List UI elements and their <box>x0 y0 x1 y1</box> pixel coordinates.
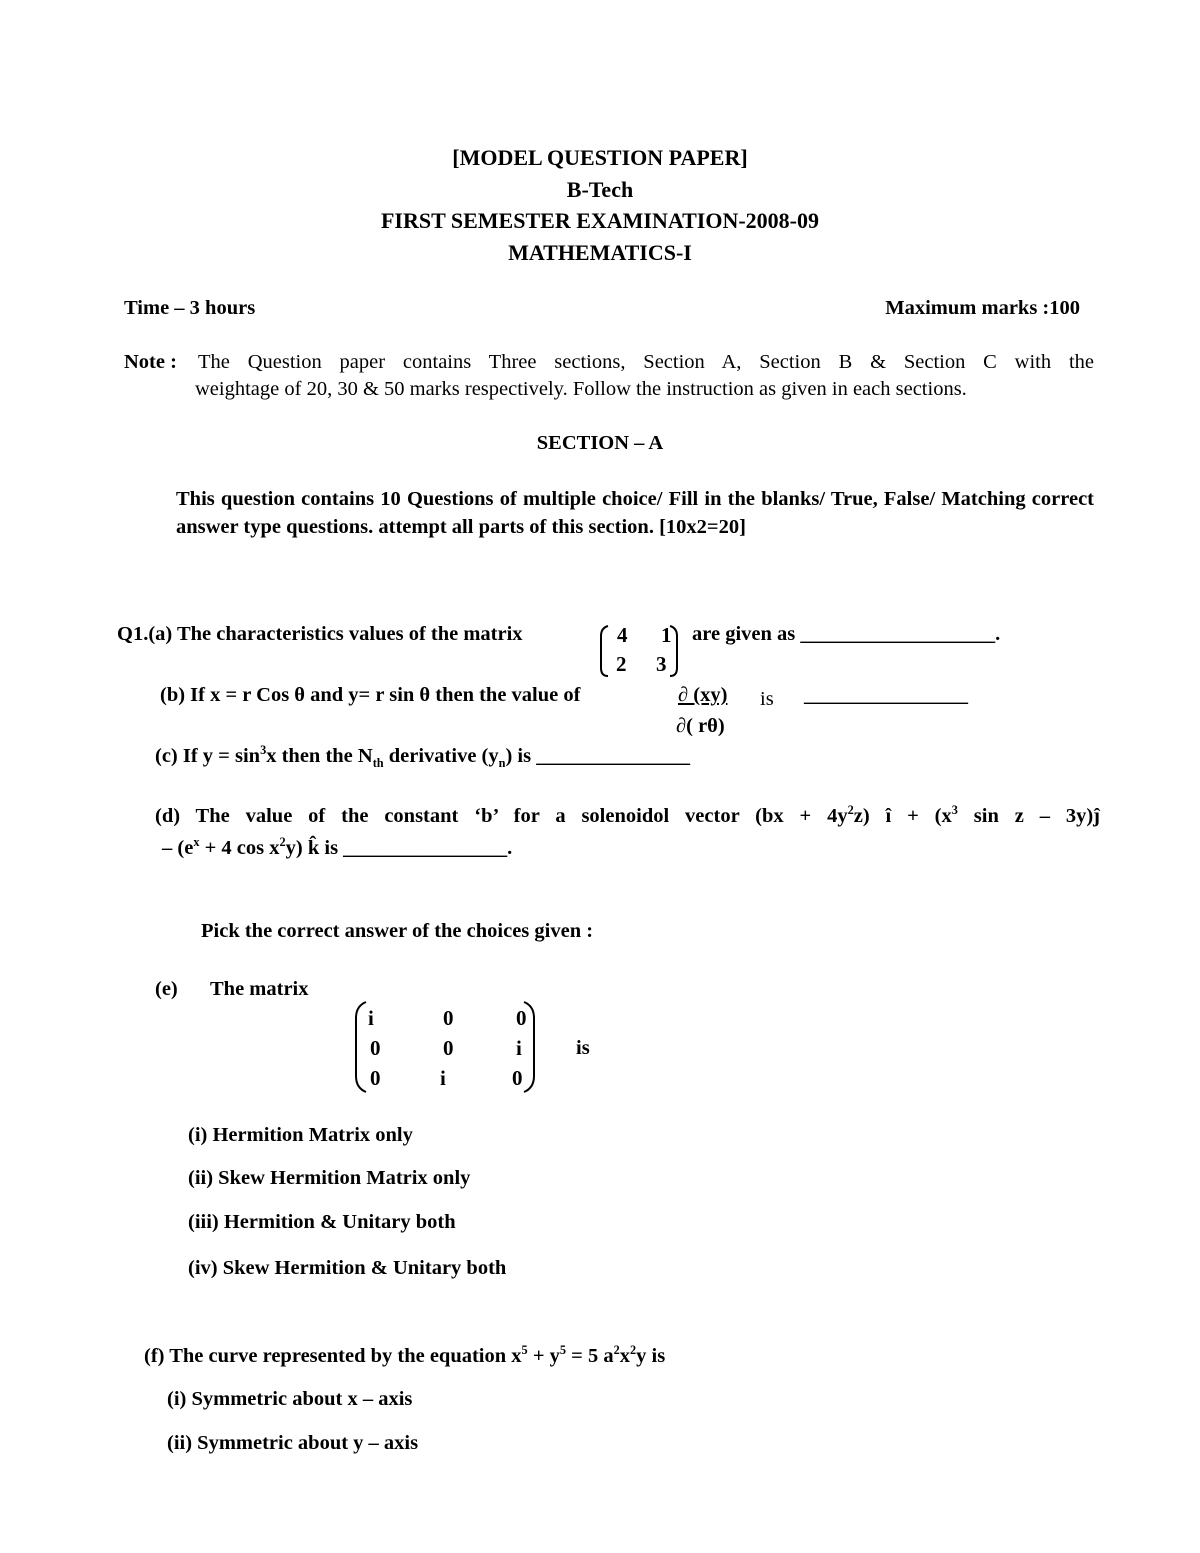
q1e-option: (ii) Skew Hermition Matrix only <box>188 1167 471 1189</box>
q1e-option: (iv) Skew Hermition & Unitary both <box>188 1257 507 1279</box>
q1a-matrix-cell: 4 <box>617 623 628 647</box>
q1b-numerator: ∂ (xy) <box>678 684 728 706</box>
q1b-is: is <box>760 688 774 710</box>
q1e-matrix-cell: 0 <box>370 1036 381 1060</box>
section-a-instructions: This question contains 10 Questions of multiple choice/ Fill in the blanks/ True, False/ Matching correct answer type questions. attempt all parts of this section. [10x2=20] <box>176 488 1094 538</box>
note-label: Note : <box>124 351 177 373</box>
pick-correct-heading: Pick the correct answer of the choices given : <box>201 920 594 942</box>
q1a-tail: are given as ___________________. <box>692 623 1001 645</box>
q1e-matrix-cell: i <box>516 1036 522 1060</box>
q1e-option: (iii) Hermition & Unitary both <box>188 1211 456 1233</box>
exam-name: FIRST SEMESTER EXAMINATION-2008-09 <box>380 208 820 233</box>
q1f-text: (f) The curve represented by the equation $x^5 + y^5 = 5$ $a^2x^2y$ is <box>144 1343 666 1367</box>
q1a-matrix-cell: 1 <box>661 623 672 647</box>
q1b-text: (b) If x = r Cos θ and y= r sin θ then the value of <box>160 684 581 706</box>
q1e-matrix-cell: 0 <box>512 1066 523 1090</box>
subject-name: MATHEMATICS-I <box>508 240 692 265</box>
q1a-text: Q1.(a) The characteristics values of the matrix <box>117 623 523 645</box>
section-a-heading: SECTION – A <box>536 432 664 454</box>
note-line-1: The Question paper contains Three sections, Section A, Section B & Section C with the <box>198 351 1094 373</box>
note-line-2: weightage of 20, 30 & 50 marks respectively. Follow the instruction as given in each sections. <box>195 378 967 400</box>
program-name: B-Tech <box>566 177 634 202</box>
q1e-matrix-cell: 0 <box>516 1006 527 1030</box>
q1a-matrix-cell: 2 <box>616 652 627 676</box>
q1e-matrix-cell: 0 <box>443 1036 454 1060</box>
q1b-denominator: ∂( rθ) <box>676 715 725 737</box>
q1c-text: (c) If $y = \sin^3x$ then the $N_{th}$ derivative $(y_n)$ is _______________ <box>155 743 690 771</box>
time-label: Time – 3 hours <box>124 297 256 319</box>
q1b-blank: ________________ <box>804 684 968 706</box>
q1f-option: (ii) Symmetric about y – axis <box>167 1432 419 1454</box>
q1d-line-1: (d) The value of the constant ‘b’ for a solenoidol vector $(bx + 4y^2z)$ î + ($x^3$ sin z – 3y)ĵ <box>155 803 1100 827</box>
q1e-matrix-cell: i <box>368 1006 374 1030</box>
max-marks-label: Maximum marks :100 <box>885 297 1080 319</box>
q1d-line-2: – ($e^x + 4$ $\cos x^2y$) k̂ is ________________. <box>162 835 513 859</box>
paper-title: [MODEL QUESTION PAPER] <box>452 145 748 170</box>
q1e-matrix-cell: 0 <box>370 1066 381 1090</box>
q1e-option: (i) Hermition Matrix only <box>188 1124 413 1146</box>
q1e-label: (e) <box>155 978 178 1000</box>
q1f-option: (i) Symmetric about x – axis <box>167 1388 413 1410</box>
q1a-matrix-cell: 3 <box>656 652 667 676</box>
q1e-matrix-cell: 0 <box>443 1006 454 1030</box>
q1e-text: The matrix <box>210 978 309 1000</box>
q1a-matrix-brackets <box>598 624 688 678</box>
q1e-is: is <box>576 1037 590 1059</box>
q1e-matrix-cell: i <box>440 1066 446 1090</box>
